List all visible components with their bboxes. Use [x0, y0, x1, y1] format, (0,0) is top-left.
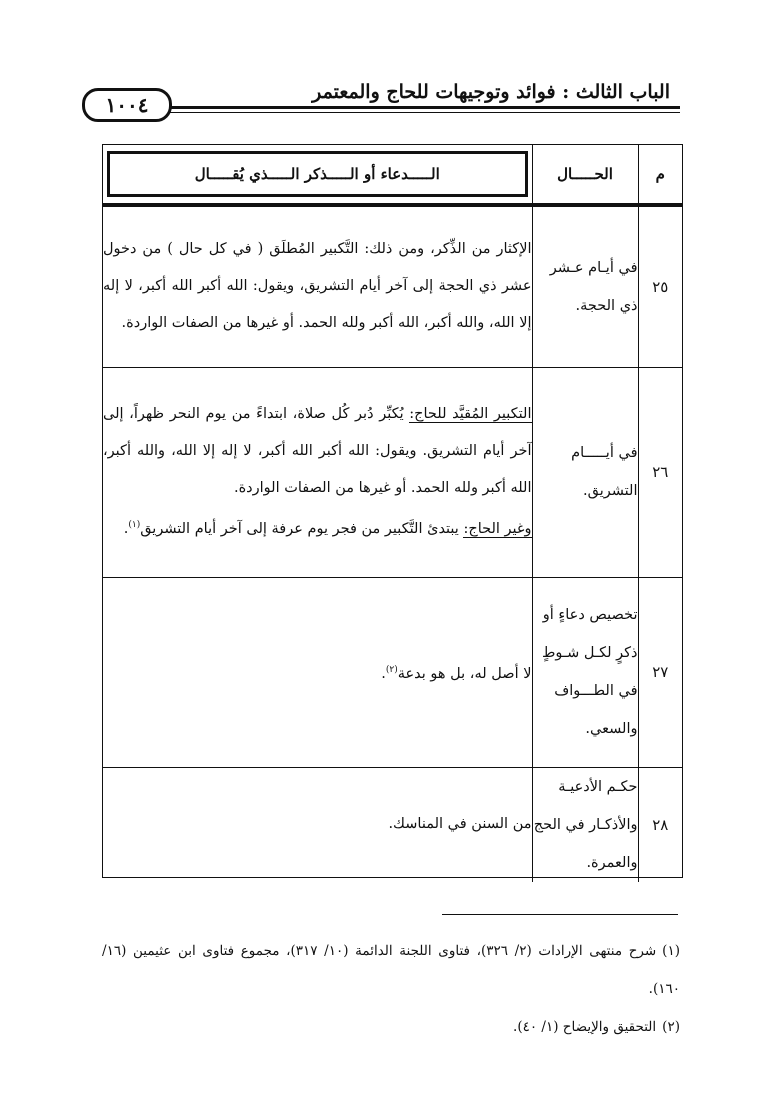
header-rule — [170, 106, 680, 109]
row-content — [103, 577, 532, 767]
header-content-label: الـــــدعاء أو الـــــذكر الـــــذي يُقـــــال — [194, 165, 440, 183]
footnote-ref[interactable]: (١) — [128, 520, 141, 531]
table-row — [103, 367, 682, 577]
footnote-ref[interactable]: (٢) — [385, 664, 398, 675]
sentence-end: . — [123, 520, 129, 537]
restricted-takbir-heading: التكبير المُقيَّد للحاج: — [409, 406, 532, 423]
row-content — [103, 367, 532, 577]
footnote-text: شرح منتهى الإرادات (٢/ ٣٢٦)، فتاوى اللجنة الدائمة (١٠/ ٣١٧)، مجموع فتاوى ابن عثيمين (١٦/ ١٦٠). — [102, 943, 680, 997]
footnote-2 — [102, 1008, 680, 1046]
header-rule-thin — [170, 112, 680, 113]
innovation-text: لا أصل له، بل هو بدعة — [397, 665, 532, 682]
row-number: ٢٥ — [638, 205, 682, 367]
row-content: الإكثار من الذِّكر، ومن ذلك: التَّكبير المُطلَق ( في كل حال ) من دخول عشر ذي الحجة إلى آخر أيام التشريق، ويقول: الله أكبر الله أكبر، لا إله إلا الله، والله أكبر، الله أكبر ولله الحمد. أو غيرها من الصفات الواردة. — [103, 205, 532, 367]
row-state: في أيـــــام التشريق. — [532, 367, 638, 577]
page-number: ١٠٠٤ — [82, 88, 172, 122]
header-state — [532, 145, 638, 205]
restricted-takbir-text: يُكبِّر دُبر كُل صلاة، ابتداءً من يوم النحر ظهراً، إلى آخر أيام التشريق. ويقول: الله أكبر الله أكبر، لا إله إلا الله، والله أكبر، الله أكبر ولله الحمد. أو غيرها من الصفات الواردة. — [103, 406, 532, 497]
header-state-label: الحـــــال — [557, 165, 613, 183]
table-row — [103, 767, 682, 882]
supplications-table — [102, 144, 683, 878]
non-pilgrim-heading: وغير الحاج: — [463, 520, 532, 537]
sentence-end: . — [381, 665, 386, 682]
header-content — [103, 145, 532, 205]
header-number — [638, 145, 682, 205]
table-row — [103, 205, 682, 367]
table-header-row — [103, 145, 682, 205]
footnote-marker: (٢) — [662, 1019, 680, 1035]
footnote-separator — [442, 914, 678, 915]
row-number: ٢٦ — [638, 367, 682, 577]
footnotes — [102, 932, 680, 1046]
row-number: ٢٧ — [638, 577, 682, 767]
header-number-label: م — [655, 165, 665, 183]
footnote-text: التحقيق والإيضاح (١/ ٤٠). — [513, 1019, 657, 1035]
footnote-1 — [102, 932, 680, 1008]
table-row — [103, 577, 682, 767]
row-content: من السنن في المناسك. — [103, 767, 532, 882]
row-state: حكـم الأدعيـة والأذكـار في الحج والعمرة. — [532, 767, 638, 882]
page-header — [82, 78, 680, 130]
non-pilgrim-text: يبتدئ التَّكبير من فجر يوم عرفة إلى آخر أيام التشريق — [140, 520, 464, 537]
row-state: تخصيص دعاءٍ أو ذكرٍ لكـل شـوطٍ في الطـــواف والسعي. — [532, 577, 638, 767]
footnote-marker: (١) — [662, 943, 680, 959]
chapter-title: الباب الثالث : فوائد وتوجيهات للحاج والمعتمر — [312, 81, 670, 103]
row-number: ٢٨ — [638, 767, 682, 882]
row-state: في أيـام عـشر ذي الحجة. — [532, 205, 638, 367]
